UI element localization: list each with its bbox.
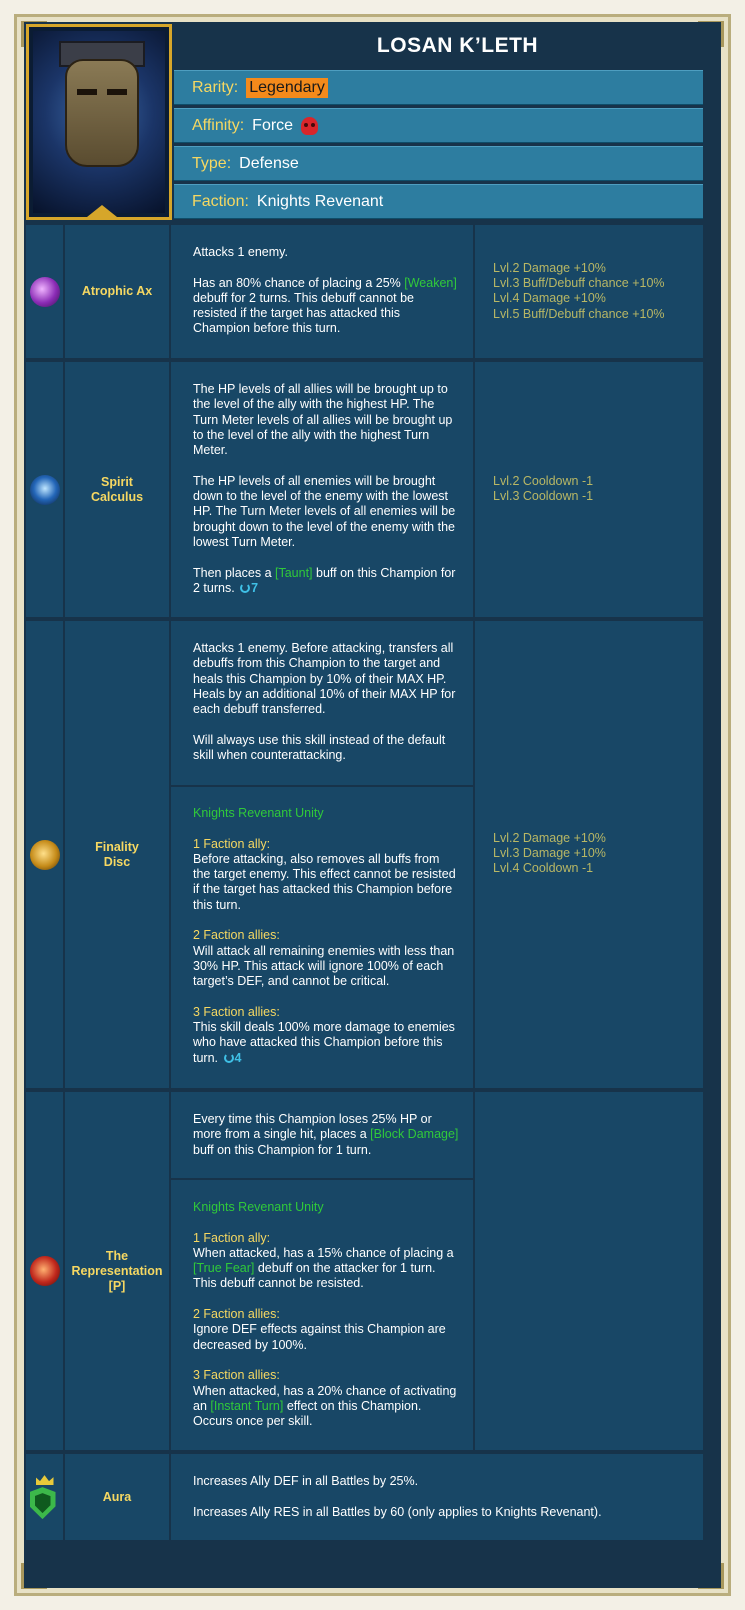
skill-levels-cell: [475, 362, 703, 617]
cooldown-value: 7: [251, 580, 259, 595]
desc-paragraph: Attacks 1 enemy.: [193, 245, 288, 259]
affinity-value: Force: [252, 116, 294, 134]
representation-skill-icon: [30, 1256, 60, 1286]
level-item: Lvl.4 Cooldown -1: [493, 861, 594, 876]
disc-skill-icon: [30, 840, 60, 870]
true-fear-keyword: [True Fear]: [193, 1261, 255, 1276]
level-item: Lvl.3 Cooldown -1: [493, 489, 594, 504]
rarity-row: [174, 70, 703, 105]
unity-heading: Knights Revenant Unity: [193, 1200, 324, 1214]
aura-icon-cell: [26, 1454, 63, 1540]
desc-paragraph: The HP levels of all enemies will be brought down to the level of the enemy with the lowest HP. The Turn Meter levels of all enemies will be brought down to the level of the enemy with the lowest Turn Meter.: [193, 473, 456, 549]
skill-name: Atrophic Ax: [81, 284, 153, 298]
aura-description: [171, 1474, 703, 1520]
skill-levels-cell: [475, 621, 703, 1088]
skill-icon-cell: [26, 1092, 63, 1450]
faction-tier: 2 Faction allies: Will attack all remaining enemies with less than 30% HP. This attack will ignore 100% of each target’s DEF, and cannot be critical.: [193, 928, 455, 989]
skill-levels-cell: [475, 225, 703, 358]
helmet-mask: [65, 59, 139, 167]
helmet-eye: [77, 89, 97, 95]
faction-tier: 1 Faction ally: Before attacking, also removes all buffs from the target enemy. This effect cannot be resisted if the target has attacked this Champion before this turn.: [193, 836, 456, 912]
skill-icon-cell: [26, 621, 63, 1088]
weaken-keyword: [Weaken]: [404, 275, 457, 290]
skill-description: [171, 382, 473, 596]
skill-name: Spirit Calculus: [90, 474, 144, 504]
level-item: Lvl.2 Cooldown -1: [493, 474, 594, 488]
champion-portrait: [26, 24, 172, 220]
level-item: Lvl.3 Buff/Debuff chance +10%: [493, 276, 665, 291]
skill-description-cell: [171, 225, 473, 358]
skill-name: The Representation [P]: [71, 1248, 163, 1293]
faction-tier: 3 Faction allies: When attacked, has a 20% chance of activating an [Instant Turn] effect on this Champion. Occurs once per skill.: [193, 1368, 457, 1429]
skill-description-cell: [171, 362, 473, 617]
taunt-keyword: [Taunt]: [275, 565, 313, 580]
skill-level-list: [493, 474, 699, 504]
skill-level-list: [493, 831, 699, 877]
helmet-eye: [107, 89, 127, 95]
skill-description: [171, 641, 473, 763]
block-damage-keyword: [Block Damage]: [370, 1127, 459, 1142]
type-row: [174, 146, 703, 181]
rarity-label: Rarity:: [192, 78, 239, 96]
skill-description: [171, 1112, 473, 1158]
section-divider: [171, 1178, 473, 1180]
aura-line: Increases Ally RES in all Battles by 60 (only applies to Knights Revenant).: [193, 1504, 602, 1519]
aura-line: Increases Ally DEF in all Battles by 25%.: [193, 1474, 419, 1488]
champion-name: LOSAN K’LETH: [376, 34, 539, 57]
aura-description-cell: [171, 1454, 703, 1540]
level-item: Lvl.2 Damage +10%: [493, 261, 606, 275]
cooldown-icon: [224, 1053, 234, 1063]
level-item: Lvl.3 Damage +10%: [493, 846, 606, 861]
desc-paragraph: Attacks 1 enemy. Before attacking, transfers all debuffs from this Champion to the target and heals this Champion by 10% of their MAX HP. Heals by an additional 10% of their MAX HP for each debuff transferred.: [193, 641, 456, 717]
faction-row: [174, 184, 703, 219]
title-bar: [174, 24, 719, 68]
ax-skill-icon: [30, 277, 60, 307]
desc-paragraph: Every time this Champion loses 25% HP or more from a single hit, places a [Block Damage] buff on this Champion for 1 turn.: [193, 1112, 459, 1157]
instant-turn-keyword: [Instant Turn]: [210, 1398, 284, 1413]
skill-level-list: [493, 261, 699, 322]
portrait-image: [33, 31, 165, 213]
cooldown-icon: [240, 583, 250, 593]
skill-description-cell: [171, 1092, 473, 1450]
aura-name-cell: [65, 1454, 169, 1540]
skill-row-atrophic-ax: [24, 225, 721, 358]
section-divider: [171, 785, 473, 787]
skill-name-cell: [65, 621, 169, 1088]
faction-tier: 1 Faction ally: When attacked, has a 15% chance of placing a [True Fear] debuff on the attacker for 1 turn. This debuff cannot be resisted.: [193, 1230, 454, 1291]
skill-row-spirit-calculus: [24, 362, 721, 617]
cooldown-value: 4: [234, 1050, 242, 1065]
aura-name: Aura: [102, 1489, 132, 1504]
skill-description: [171, 245, 473, 337]
skill-name-cell: [65, 362, 169, 617]
skill-row-finality-disc: [24, 621, 721, 1088]
unity-description: [171, 1200, 473, 1429]
skill-description-cell: [171, 621, 473, 1088]
desc-paragraph: Then places a [Taunt] buff on this Champion for 2 turns. 7: [193, 565, 456, 595]
type-label: Type:: [192, 154, 232, 172]
aura-shield-icon: [30, 1487, 56, 1519]
faction-tier: 2 Faction allies: Ignore DEF effects against this Champion are decreased by 100%.: [193, 1307, 446, 1352]
level-item: Lvl.4 Damage +10%: [493, 291, 606, 306]
skill-levels-cell: [475, 1092, 703, 1450]
desc-paragraph: Will always use this skill instead of the default skill when counterattacking.: [193, 732, 446, 763]
desc-paragraph: Has an 80% chance of placing a 25% [Weaken] debuff for 2 turns. This debuff cannot be resisted if the target has attacked this Champion before this turn.: [193, 275, 457, 336]
crown-icon: [36, 1475, 54, 1485]
skill-row-the-representation: [24, 1092, 721, 1450]
affinity-label: Affinity:: [192, 116, 245, 134]
spirit-skill-icon: [30, 475, 60, 505]
champion-card: [24, 22, 721, 1588]
force-skull-icon: [301, 117, 318, 135]
type-value: Defense: [239, 154, 299, 172]
skill-icon-cell: [26, 225, 63, 358]
desc-paragraph: The HP levels of all allies will be brought up to the level of the ally with the highest HP. The Turn Meter levels of all allies will be brought up to the level of the ally with the highest Turn Meter.: [193, 382, 453, 458]
faction-value: Knights Revenant: [256, 192, 384, 210]
affinity-row: [174, 108, 703, 143]
skill-name-cell: [65, 1092, 169, 1450]
aura-row: [24, 1454, 721, 1540]
level-item: Lvl.5 Buff/Debuff chance +10%: [493, 306, 665, 321]
skill-name: Finality Disc: [95, 839, 139, 869]
skill-name-cell: [65, 225, 169, 358]
unity-heading: Knights Revenant Unity: [193, 806, 324, 820]
unity-description: [171, 806, 473, 1066]
rarity-value: Legendary: [246, 78, 328, 98]
level-item: Lvl.2 Damage +10%: [493, 831, 606, 845]
faction-tier: 3 Faction allies: This skill deals 100% more damage to enemies who have attacked this Champion before this turn. 4: [193, 1004, 455, 1065]
faction-label: Faction:: [192, 192, 249, 210]
skill-icon-cell: [26, 362, 63, 617]
